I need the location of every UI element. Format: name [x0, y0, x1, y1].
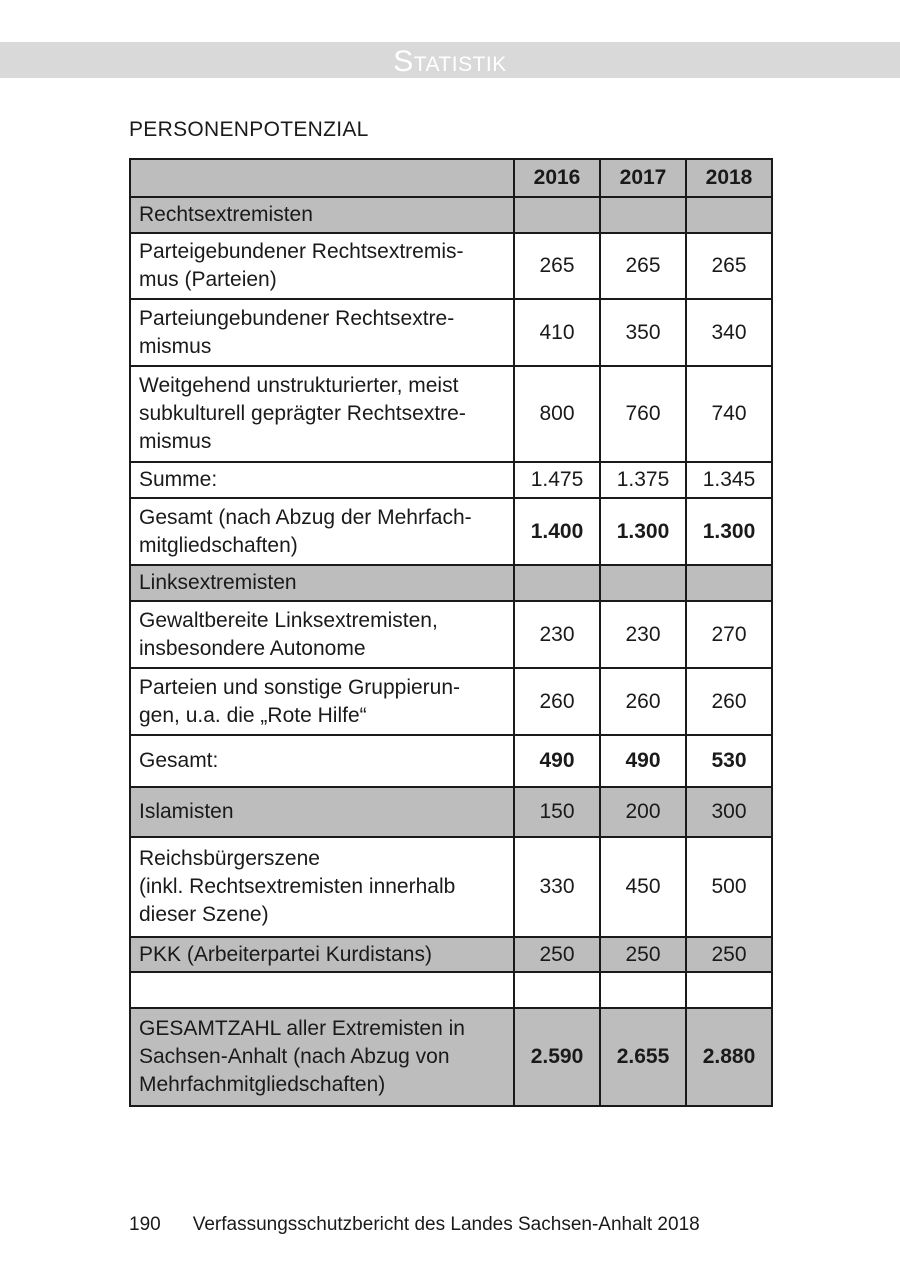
value-cell: 300 [686, 787, 772, 837]
value-cell: 530 [686, 735, 772, 787]
row-label: Gesamt: [130, 735, 514, 787]
statistics-table [129, 158, 773, 1107]
value-cell: 250 [514, 937, 600, 972]
table-row [130, 366, 772, 462]
value-cell: 1.375 [600, 462, 686, 498]
row-label: Parteiungebundener Rechtsextre- mismus [130, 299, 514, 366]
table-row [130, 462, 772, 498]
table-row [130, 787, 772, 837]
table-row [130, 197, 772, 233]
value-cell: 760 [600, 366, 686, 462]
table-row [130, 299, 772, 366]
value-cell: 1.345 [686, 462, 772, 498]
page-footer [129, 1214, 700, 1236]
value-cell: 260 [514, 668, 600, 735]
page-number: 190 [129, 1214, 161, 1235]
section-title: Statistik [393, 45, 507, 78]
year-header: 2017 [600, 159, 686, 197]
value-cell: 260 [600, 668, 686, 735]
value-cell: 150 [514, 787, 600, 837]
table-row [130, 565, 772, 601]
row-label: Gewaltbereite Linksextremisten, insbesondere Autonome [130, 601, 514, 668]
value-cell: 265 [600, 233, 686, 299]
value-cell: 250 [686, 937, 772, 972]
table-row [130, 937, 772, 972]
value-cell: 230 [600, 601, 686, 668]
value-cell: 490 [514, 735, 600, 787]
table-row [130, 601, 772, 668]
table-row [130, 972, 772, 1008]
row-label: Summe: [130, 462, 514, 498]
value-cell [686, 197, 772, 233]
section-header-band [0, 42, 900, 78]
value-cell [600, 565, 686, 601]
table-row [130, 668, 772, 735]
value-cell: 1.400 [514, 498, 600, 565]
value-cell: 260 [686, 668, 772, 735]
value-cell: 2.590 [514, 1008, 600, 1106]
row-label: Islamisten [130, 787, 514, 837]
value-cell: 2.655 [600, 1008, 686, 1106]
value-cell: 1.300 [686, 498, 772, 565]
value-cell: 230 [514, 601, 600, 668]
table-header-row [130, 159, 772, 197]
value-cell [514, 972, 600, 1008]
year-header: 2016 [514, 159, 600, 197]
value-cell: 500 [686, 837, 772, 937]
value-cell [686, 565, 772, 601]
row-label [130, 972, 514, 1008]
value-cell: 200 [600, 787, 686, 837]
header-empty-cell [130, 159, 514, 197]
value-cell: 350 [600, 299, 686, 366]
value-cell: 490 [600, 735, 686, 787]
value-cell [686, 972, 772, 1008]
year-header: 2018 [686, 159, 772, 197]
value-cell: 2.880 [686, 1008, 772, 1106]
table-title: PERSONENPOTENZIAL [129, 118, 369, 141]
row-label: Parteigebundener Rechtsextremis- mus (Parteien) [130, 233, 514, 299]
value-cell: 250 [600, 937, 686, 972]
value-cell: 265 [514, 233, 600, 299]
value-cell: 270 [686, 601, 772, 668]
table-row [130, 233, 772, 299]
value-cell: 1.300 [600, 498, 686, 565]
value-cell [514, 197, 600, 233]
row-label: Parteien und sonstige Gruppierun- gen, u.a. die „Rote Hilfe“ [130, 668, 514, 735]
table-row [130, 735, 772, 787]
table-row [130, 498, 772, 565]
footer-text: Verfassungsschutzbericht des Landes Sachsen-Anhalt 2018 [192, 1214, 700, 1235]
value-cell: 800 [514, 366, 600, 462]
table-row [130, 837, 772, 937]
row-label: Weitgehend unstrukturierter, meist subkulturell geprägter Rechtsextre- mismus [130, 366, 514, 462]
value-cell: 330 [514, 837, 600, 937]
value-cell: 340 [686, 299, 772, 366]
row-label: Linksextremisten [130, 565, 514, 601]
value-cell: 265 [686, 233, 772, 299]
value-cell [514, 565, 600, 601]
row-label: PKK (Arbeiterpartei Kurdistans) [130, 937, 514, 972]
value-cell: 410 [514, 299, 600, 366]
row-label: Rechtsextremisten [130, 197, 514, 233]
table-row [130, 1008, 772, 1106]
row-label: Gesamt (nach Abzug der Mehrfach- mitgliedschaften) [130, 498, 514, 565]
value-cell [600, 197, 686, 233]
value-cell [600, 972, 686, 1008]
value-cell: 1.475 [514, 462, 600, 498]
value-cell: 450 [600, 837, 686, 937]
row-label: Reichsbürgerszene (inkl. Rechtsextremisten innerhalb dieser Szene) [130, 837, 514, 937]
value-cell: 740 [686, 366, 772, 462]
row-label: GESAMTZAHL aller Extremisten in Sachsen-Anhalt (nach Abzug von Mehrfachmitgliedschaften) [130, 1008, 514, 1106]
